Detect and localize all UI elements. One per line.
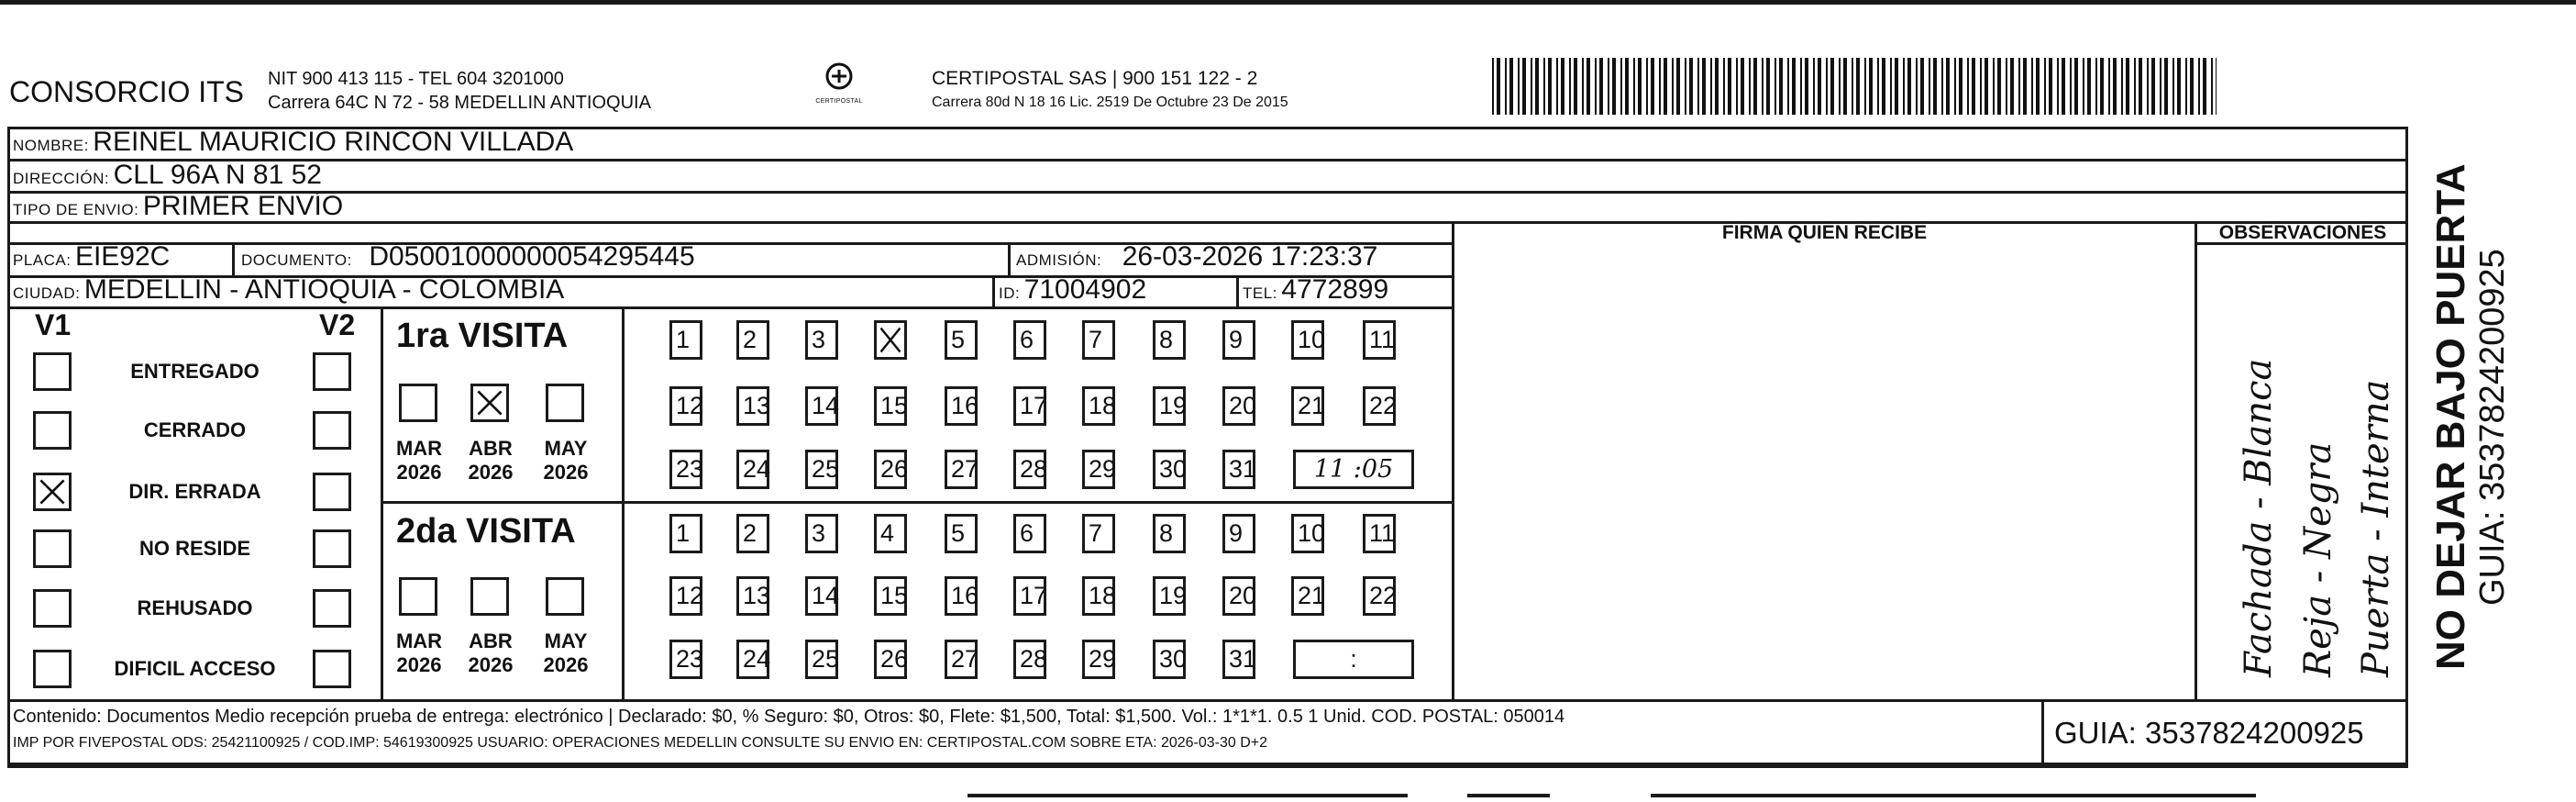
tel-value: 4772899 xyxy=(1281,274,1389,305)
visit2-day-box[interactable]: 6 xyxy=(1013,514,1046,553)
status-label: REHUSADO xyxy=(137,596,253,619)
barcode-bar xyxy=(2164,58,2168,115)
barcode-bar xyxy=(1574,58,1577,115)
visit2-day-box[interactable]: 2 xyxy=(736,514,769,553)
visit1-day-box[interactable]: 3 xyxy=(805,320,838,360)
placa-field: PLACA: EIE92C xyxy=(13,241,171,272)
visit1-day-box[interactable]: 27 xyxy=(945,450,978,489)
barcode-bar xyxy=(1890,58,1892,115)
barcode-bar xyxy=(2108,58,2110,115)
top-edge xyxy=(0,0,2576,5)
visit2-day-box[interactable]: 29 xyxy=(1082,640,1115,679)
barcode-bar xyxy=(2087,58,2091,115)
barcode-bar xyxy=(1959,58,1962,115)
visit1-day-box[interactable]: 31 xyxy=(1222,450,1255,489)
side-guia: GUIA: 3537824200925 xyxy=(2473,249,2512,606)
barcode-bar xyxy=(2126,58,2129,115)
visit2-month-checkbox[interactable] xyxy=(399,577,437,616)
barcode-bar xyxy=(2190,58,2194,115)
v2-checkbox[interactable] xyxy=(313,411,351,450)
visit1-day-box[interactable]: 17 xyxy=(1013,386,1046,426)
visit2-day-box[interactable]: 23 xyxy=(669,640,702,679)
barcode-bar xyxy=(1869,58,1873,115)
barcode-bar xyxy=(1852,58,1853,115)
barcode-bar xyxy=(1766,58,1770,115)
barcode-bar xyxy=(1518,58,1520,115)
barcode-bar xyxy=(2018,58,2020,115)
visit2-day-box[interactable]: 10 xyxy=(1291,514,1324,553)
id-field: ID: 71004902 xyxy=(999,274,1147,305)
observation-line: Fachada - Blanca xyxy=(2238,358,2280,677)
barcode-bar xyxy=(2057,58,2059,115)
visit1-month-checkbox[interactable] xyxy=(546,384,584,422)
visit2-day-box[interactable]: 30 xyxy=(1153,640,1186,679)
visit2-day-box[interactable]: 4 xyxy=(874,514,907,553)
v1-label: V1 xyxy=(35,308,72,341)
ciudad-field: CIUDAD: MEDELLIN - ANTIOQUIA - COLOMBIA xyxy=(13,274,565,305)
barcode-bar xyxy=(1907,58,1911,115)
barcode-bar xyxy=(1715,58,1719,115)
visit2-day-box[interactable]: 21 xyxy=(1291,576,1324,616)
visit1-day-box[interactable]: 20 xyxy=(1222,386,1255,426)
visit2-month-label: ABR 2026 xyxy=(468,629,514,676)
visit1-day-box[interactable]: 18 xyxy=(1082,386,1115,426)
status-label: NO RESIDE xyxy=(138,537,251,560)
barcode-bar xyxy=(2070,58,2072,115)
visit2-day-box[interactable]: 28 xyxy=(1013,640,1046,679)
visit1-day-box[interactable]: 15 xyxy=(874,386,907,426)
barcode-bar xyxy=(1895,58,1898,115)
barcode-bar xyxy=(1877,58,1879,115)
barcode-bar xyxy=(1569,58,1571,115)
barcode-bar xyxy=(1492,58,1494,115)
barcode-bar xyxy=(1522,58,1526,115)
barcode-bar xyxy=(1689,58,1693,115)
visit2-day-box[interactable]: 13 xyxy=(736,576,769,616)
visit1-day-box[interactable]: 29 xyxy=(1082,450,1115,489)
visit1-day-box[interactable]: 14 xyxy=(805,386,838,426)
barcode-bar xyxy=(1805,58,1808,115)
barcode-bar xyxy=(1633,58,1635,115)
barcode-bar xyxy=(1779,58,1783,115)
visit2-day-box[interactable]: 20 xyxy=(1222,576,1255,616)
barcode-bar xyxy=(1792,58,1796,115)
barcode-bar xyxy=(1625,58,1629,115)
barcode-bar xyxy=(2031,58,2033,115)
visit2-day-box[interactable]: 15 xyxy=(874,576,907,616)
v2-checkbox[interactable] xyxy=(313,529,351,568)
barcode-bar xyxy=(1582,58,1584,115)
v2-checkbox[interactable] xyxy=(313,589,351,628)
v2-checkbox[interactable] xyxy=(313,473,351,511)
barcode-bar xyxy=(1818,58,1821,115)
visit2-day-box[interactable]: 17 xyxy=(1013,576,1046,616)
barcode-bar xyxy=(1612,58,1616,115)
visit1-day-box[interactable]: 24 xyxy=(736,450,769,489)
barcode-bar xyxy=(1505,58,1507,115)
barcode-bar xyxy=(1741,58,1744,115)
barcode-bar xyxy=(1697,58,1699,115)
visit2-month-checkbox[interactable] xyxy=(546,577,584,616)
barcode-bar xyxy=(1839,58,1841,115)
visit2-time-box[interactable]: : xyxy=(1293,640,1414,679)
barcode-bar xyxy=(1723,58,1725,115)
visit2-day-box[interactable]: 9 xyxy=(1222,514,1255,553)
admision-field: ADMISIÓN: 26-03-2026 17:23:37 xyxy=(1016,241,1378,272)
barcode-bar xyxy=(1595,58,1597,115)
barcode-bar xyxy=(1800,58,1802,115)
barcode-bar xyxy=(1646,58,1648,115)
visit2-day-box[interactable]: 22 xyxy=(1363,576,1396,616)
barcode-bar xyxy=(2198,58,2200,115)
footer-contenido: Contenido: Documentos Medio recepción prueba de entrega: electrónico | Declarado: $0, % Seguro: $0, Otros: $0, Flete: $1,500, Total: $1,500. Vol.: 1*1*1. 0.5 1 Unid. COD. POSTAL: 050014 xyxy=(13,707,1565,727)
barcode-bar xyxy=(1561,58,1564,115)
visit1-day-box[interactable]: 21 xyxy=(1291,386,1324,426)
visit2-month-checkbox[interactable] xyxy=(470,577,509,616)
admision-value: 26-03-2026 17:23:37 xyxy=(1122,241,1378,272)
observation-line: Reja - Negra xyxy=(2297,441,2339,677)
barcode-bar xyxy=(2062,58,2065,115)
visit1-day-box[interactable]: 19 xyxy=(1153,386,1186,426)
barcode-bar xyxy=(2074,58,2078,115)
documento-field: DOCUMENTO: D05001000000054295445 xyxy=(241,241,695,272)
visit1-day-box[interactable]: 2 xyxy=(736,320,769,360)
barcode-bar xyxy=(1826,58,1828,115)
carrier-name: CERTIPOSTAL SAS | 900 151 122 - 2 xyxy=(932,68,1258,89)
barcode-bar xyxy=(1728,58,1731,115)
tipo-row: TIPO DE ENVIO: PRIMER ENVÍO xyxy=(13,191,344,221)
barcode-bar xyxy=(1535,58,1539,115)
visit2-day-box[interactable]: 14 xyxy=(805,576,838,616)
visit1-day-box[interactable]: 16 xyxy=(945,386,978,426)
barcode-bar xyxy=(1843,58,1847,115)
v1-checkbox[interactable] xyxy=(33,352,72,391)
visit2-day-box[interactable]: 5 xyxy=(945,514,978,553)
visit2-month-label: MAY 2026 xyxy=(543,629,589,676)
barcode-bar xyxy=(1856,58,1860,115)
barcode-bar xyxy=(2151,58,2155,115)
v2-checkbox[interactable] xyxy=(313,352,351,391)
nombre-row: NOMBRE: REINEL MAURICIO RINCON VILLADA xyxy=(13,127,574,157)
barcode-bar xyxy=(1497,58,1500,115)
barcode-bar xyxy=(2134,58,2136,115)
barcode-bar xyxy=(2010,58,2014,115)
observaciones-area xyxy=(2197,246,2408,699)
visit1-title: 1ra VISITA xyxy=(396,317,569,355)
documento-value: D05001000000054295445 xyxy=(369,241,695,272)
barcode-bar xyxy=(1556,58,1558,115)
barcode-bar xyxy=(1946,58,1950,115)
visit2-day-box[interactable]: 31 xyxy=(1222,640,1255,679)
barcode-bar xyxy=(1993,58,1995,115)
visit1-month-label: MAY 2026 xyxy=(543,437,589,484)
ciudad-value: MEDELLIN - ANTIOQUIA - COLOMBIA xyxy=(83,274,565,305)
v1-checkbox[interactable] xyxy=(33,650,72,688)
barcode-bar xyxy=(2100,58,2104,115)
barcode-bar xyxy=(1702,58,1706,115)
barcode-bar xyxy=(1830,58,1834,115)
visit1-month-checkbox[interactable] xyxy=(399,384,437,422)
barcode-bar xyxy=(1985,58,1988,115)
company-nit: NIT 900 413 115 - TEL 604 3201000 xyxy=(268,69,564,89)
barcode-bar xyxy=(2216,58,2217,115)
barcode-bar xyxy=(1531,58,1532,115)
carrier-address: Carrera 80d N 18 16 Lic. 2519 De Octubre 23 De 2015 xyxy=(932,95,1288,110)
visit2-day-box[interactable]: 11 xyxy=(1363,514,1396,553)
barcode-bar xyxy=(1736,58,1738,115)
firma-header: FIRMA QUIEN RECIBE xyxy=(1721,222,1928,243)
nombre-value: REINEL MAURICIO RINCON VILLADA xyxy=(93,127,574,157)
barcode-bar xyxy=(1749,58,1751,115)
status-label: DIR. ERRADA xyxy=(128,480,261,503)
barcode-bar xyxy=(1548,58,1552,115)
barcode-bar xyxy=(2160,58,2161,115)
barcode-bar xyxy=(1929,58,1930,115)
barcode-bar xyxy=(1882,58,1885,115)
barcode-bar xyxy=(1664,58,1667,115)
barcode-bar xyxy=(1710,58,1712,115)
barcode-bar xyxy=(1672,58,1674,115)
visit2-day-box[interactable]: 7 xyxy=(1082,514,1115,553)
barcode-bar xyxy=(2036,58,2040,115)
barcode-bar xyxy=(2113,58,2117,115)
visit1-day-box[interactable]: 26 xyxy=(874,450,907,489)
visit1-day-box[interactable] xyxy=(874,320,907,360)
visit2-day-box[interactable]: 16 xyxy=(945,576,978,616)
barcode-bar xyxy=(1941,58,1943,115)
barcode-bar xyxy=(1608,58,1609,115)
visit1-day-box[interactable]: 1 xyxy=(669,320,702,360)
status-label: DIFICIL ACCESO xyxy=(114,657,276,680)
visit2-day-box[interactable]: 12 xyxy=(669,576,702,616)
visit1-time-box[interactable]: 11 :05 xyxy=(1293,450,1414,489)
barcode-bar xyxy=(2147,58,2149,115)
barcode-bar xyxy=(2121,58,2123,115)
barcode-bar xyxy=(2139,58,2142,115)
barcode-bar xyxy=(1659,58,1661,115)
visit2-day-box[interactable]: 18 xyxy=(1082,576,1115,616)
barcode-bar xyxy=(1587,58,1590,115)
barcode-bar xyxy=(2083,58,2084,115)
visit2-month-label: MAR 2026 xyxy=(395,629,443,676)
visit1-day-box[interactable]: 10 xyxy=(1291,320,1324,360)
observation-line: Puerta - Interna xyxy=(2355,379,2397,677)
visit1-day-box[interactable]: 30 xyxy=(1153,450,1186,489)
visit2-day-box[interactable]: 3 xyxy=(805,514,838,553)
visit1-day-box[interactable]: 28 xyxy=(1013,450,1046,489)
visit1-month-label: MAR 2026 xyxy=(395,437,443,484)
barcode-bar xyxy=(1864,58,1866,115)
visit2-day-box[interactable]: 19 xyxy=(1153,576,1186,616)
visit2-day-box[interactable]: 26 xyxy=(874,640,907,679)
barcode-bar xyxy=(1620,58,1622,115)
barcode-bar xyxy=(2044,58,2046,115)
direccion-value: CLL 96A N 81 52 xyxy=(113,160,322,190)
barcode-bar xyxy=(2211,58,2213,115)
v1-checkbox[interactable] xyxy=(33,411,72,450)
barcode-bar xyxy=(1920,58,1924,115)
visit2-day-box[interactable]: 25 xyxy=(805,640,838,679)
barcode-bar xyxy=(1967,58,1969,115)
v1-checkbox[interactable] xyxy=(33,589,72,628)
v1-checkbox[interactable] xyxy=(33,473,72,511)
signature-area[interactable] xyxy=(1454,246,2195,699)
barcode-bar xyxy=(1676,58,1680,115)
status-label: ENTREGADO xyxy=(130,360,260,383)
barcode-bar xyxy=(1787,58,1789,115)
visit1-month-label: ABR 2026 xyxy=(468,437,514,484)
side-notice xyxy=(2414,128,2551,679)
barcode-bar xyxy=(2006,58,2007,115)
tipo-value: PRIMER ENVÍO xyxy=(142,191,344,221)
certipostal-logo: CERTIPOSTAL xyxy=(812,62,867,105)
observaciones-header: OBSERVACIONES xyxy=(2218,222,2387,243)
barcode-bar xyxy=(1543,58,1545,115)
barcode-bar xyxy=(1916,58,1918,115)
barcode-bar xyxy=(1813,58,1815,115)
no-dejar-bajo-puerta: NO DEJAR BAJO PUERTA xyxy=(2428,163,2473,670)
visit1-day-box[interactable]: 5 xyxy=(945,320,978,360)
visit1-day-box[interactable]: 7 xyxy=(1082,320,1115,360)
visit1-day-box[interactable]: 12 xyxy=(669,386,702,426)
v2-label: V2 xyxy=(319,308,356,341)
tel-field: TEL: 4772899 xyxy=(1243,274,1389,305)
barcode-bar xyxy=(1903,58,1905,115)
barcode-bar xyxy=(1774,58,1776,115)
barcode-bar xyxy=(2049,58,2052,115)
placa-value: EIE92C xyxy=(74,241,171,272)
barcode-bar xyxy=(1972,58,1975,115)
visit1-day-box[interactable]: 11 xyxy=(1363,320,1396,360)
barcode-bar xyxy=(1980,58,1982,115)
visit1-day-box[interactable]: 23 xyxy=(669,450,702,489)
barcode-bar xyxy=(2172,58,2174,115)
visit2-title: 2da VISITA xyxy=(396,512,576,551)
visit1-day-box[interactable]: 25 xyxy=(805,450,838,489)
barcode-bar xyxy=(1651,58,1654,115)
footer-impresion: IMP POR FIVEPOSTAL ODS: 25421100925 / COD.IMP: 54619300925 USUARIO: OPERACIONES MEDELLIN CONSULTE SU ENVIO EN: CERTIPOSTAL.COM SOBRE ETA: 2026-03-30 D+2 xyxy=(13,735,1268,751)
visit1-day-box[interactable]: 9 xyxy=(1222,320,1255,360)
barcode-bar xyxy=(2185,58,2187,115)
id-value: 71004902 xyxy=(1023,274,1147,305)
v1-checkbox[interactable] xyxy=(33,529,72,568)
barcode-bar xyxy=(1954,58,1956,115)
visit1-day-box[interactable]: 6 xyxy=(1013,320,1046,360)
visit1-day-box[interactable]: 22 xyxy=(1363,386,1396,426)
barcode xyxy=(1492,58,2217,115)
barcode-bar xyxy=(1638,58,1642,115)
visit2-day-box[interactable]: 8 xyxy=(1153,514,1186,553)
v2-checkbox[interactable] xyxy=(313,650,351,688)
barcode-bar xyxy=(1762,58,1763,115)
visit2-day-box[interactable]: 24 xyxy=(736,640,769,679)
barcode-bar xyxy=(2023,58,2027,115)
barcode-bar xyxy=(2095,58,2097,115)
company-name: CONSORCIO ITS xyxy=(9,75,245,108)
footer-guia: GUIA: 3537824200925 xyxy=(2054,716,2364,750)
direccion-row: DIRECCIÓN: CLL 96A N 81 52 xyxy=(13,160,322,190)
barcode-bar xyxy=(2203,58,2206,115)
visit1-month-checkbox[interactable] xyxy=(470,384,509,422)
barcode-bar xyxy=(1933,58,1937,115)
barcode-bar xyxy=(2177,58,2181,115)
barcode-bar xyxy=(1509,58,1513,115)
status-label: CERRADO xyxy=(143,418,247,441)
company-address: Carrera 64C N 72 - 58 MEDELLIN ANTIOQUIA xyxy=(268,93,651,113)
barcode-bar xyxy=(1753,58,1757,115)
barcode-bar xyxy=(1997,58,2001,115)
visit1-day-box[interactable]: 8 xyxy=(1153,320,1186,360)
visit2-day-box[interactable]: 1 xyxy=(669,514,702,553)
visit1-day-box[interactable]: 13 xyxy=(736,386,769,426)
barcode-bar xyxy=(1685,58,1686,115)
barcode-bar xyxy=(1599,58,1603,115)
visit2-day-box[interactable]: 27 xyxy=(945,640,978,679)
